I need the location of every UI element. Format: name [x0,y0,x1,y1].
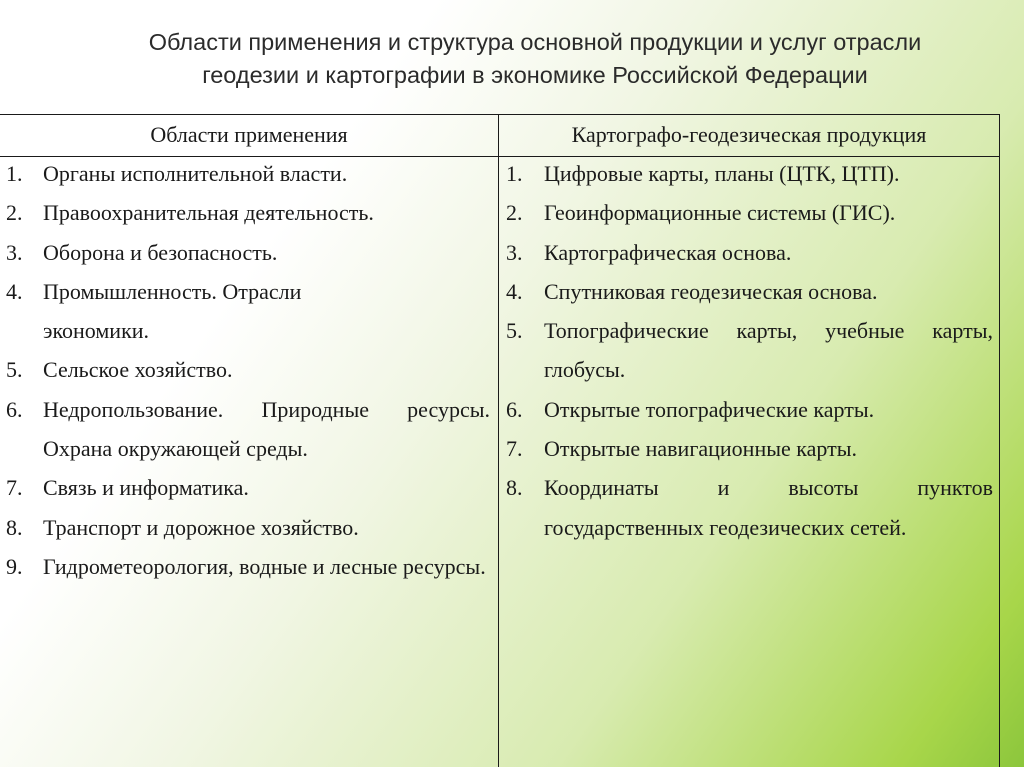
list-item: 8. Координаты и высоты пунктов государственных геодезических сетей. [506,475,993,540]
list-item: 4. Спутниковая геодезическая основа. [506,278,878,304]
list-item: 3. Оборона и безопасность. [6,239,278,265]
list-item: 5. Сельское хозяйство. [6,357,233,383]
products-list [498,154,993,547]
list-item: 6. Открытые топографические карты. [506,396,875,422]
table-right-border [999,114,1000,767]
list-item: 3. Картографическая основа. [506,239,792,265]
list-item: 1. Органы исполнительной власти. [6,161,348,186]
column-header-applications: Области применения [150,122,348,147]
list-item: 2. Геоинформационные системы (ГИС). [506,200,896,226]
list-item: 2. Правоохранительная деятельность. [6,200,374,226]
list-item: 5. Топографические карты, учебные карты, глобусы. [506,318,993,383]
list-item: 7. Связь и информатика. [6,475,249,501]
list-item: 1. Цифровые карты, планы (ЦТК, ЦТП). [506,161,900,186]
list-item: 8. Транспорт и дорожное хозяйство. [6,514,359,540]
slide-title-line-1: Области применения и структура основной продукции и услуг отрасли [148,29,922,55]
column-header-products: Картографо-геодезическая продукция [571,122,927,147]
list-item: 6. Недропользование. Природные ресурсы. Охрана окружающей среды. [6,396,490,462]
list-item: 9. Гидрометеорология, водные и лесные ресурсы. [6,553,486,579]
list-item: 7. Открытые навигационные карты. [506,436,857,462]
list-item: 4. Промышленность. Отрасли экономики. [6,278,302,344]
slide-title-line-2: геодезии и картографии в экономике Российской Федерации [202,62,868,88]
table-top-border [0,114,1000,115]
content-table [0,114,1000,767]
slide-title [60,26,1010,92]
applications-list [0,154,490,586]
